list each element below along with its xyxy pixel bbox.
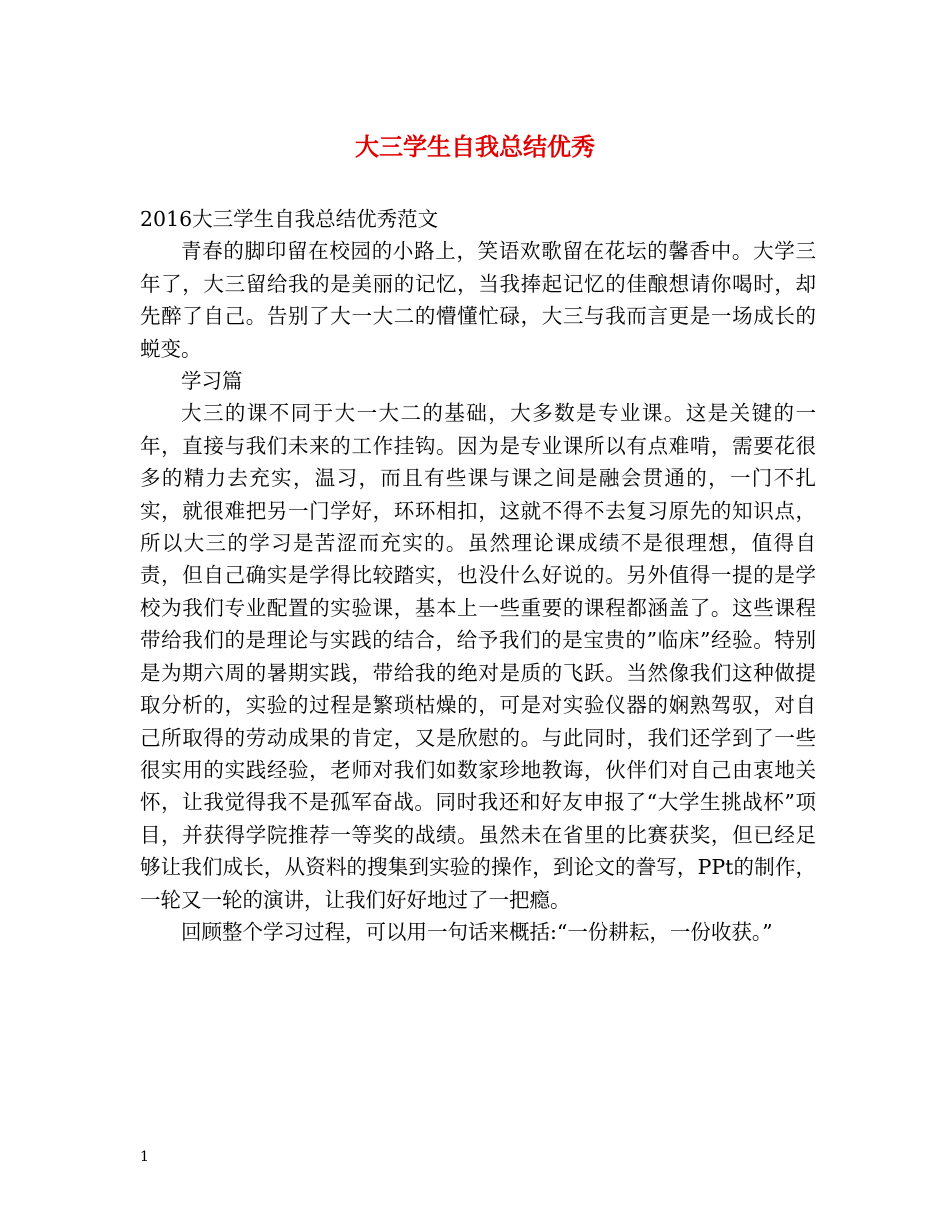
document-subtitle: 2016大三学生自我总结优秀范文 <box>140 207 439 231</box>
document-body <box>140 203 816 948</box>
intro-paragraph: 青春的脚印留在校园的小路上，笑语欢歌留在花坛的馨香中。大学三年了，大三留给我的是美丽的记忆，当我捧起记忆的佳酿想请你喝时，却先醉了自己。告别了大一大二的懵懂忙碌，大三与我而言更是一场成长的蜕变。 <box>140 239 816 361</box>
page-number: 1 <box>140 1149 149 1165</box>
study-paragraph: 大三的课不同于大一大二的基础，大多数是专业课。这是关键的一年，直接与我们未来的工作挂钩。因为是专业课所以有点难啃，需要花很多的精力去充实，温习，而且有些课与课之间是融会贯通的，一门不扎实，就很难把另一门学好，环环相扣，这就不得不去复习原先的知识点，所以大三的学习是苦涩而充实的。虽然理论课成绩不是很理想，值得自责，但自己确实是学得比较踏实，也没什么好说的。另外值得一提的是学校为我们专业配置的实验课，基本上一些重要的课程都涵盖了。这些课程带给我们的是理论与实践的结合，给予我们的是宝贵的”临床”经验。特别是为期六周的暑期实践，带给我的绝对是质的飞跃。当然像我们这种做提取分析的，实验的过程是繁琐枯燥的，可是对实验仪器的娴熟驾驭，对自己所取得的劳动成果的肯定，又是欣慰的。与此同时，我们还学到了一些很实用的实践经验，老师对我们如数家珍地教诲，伙伴们对自己由衷地关怀，让我觉得我不是孤军奋战。同时我还和好友申报了“大学生挑战杯”项目，并获得学院推荐一等奖的战绩。虽然未在省里的比赛获奖，但已经足够让我们成长，从资料的搜集到实验的操作，到论文的誊写，PPt的制作，一轮又一轮的演讲，让我们好好地过了一把瘾。 <box>140 401 816 912</box>
document-title: 大三学生自我总结优秀 <box>355 132 595 161</box>
summary-paragraph: 回顾整个学习过程，可以用一句话来概括:“一份耕耘，一份收获。” <box>181 919 773 944</box>
section-heading-study: 学习篇 <box>181 369 243 394</box>
